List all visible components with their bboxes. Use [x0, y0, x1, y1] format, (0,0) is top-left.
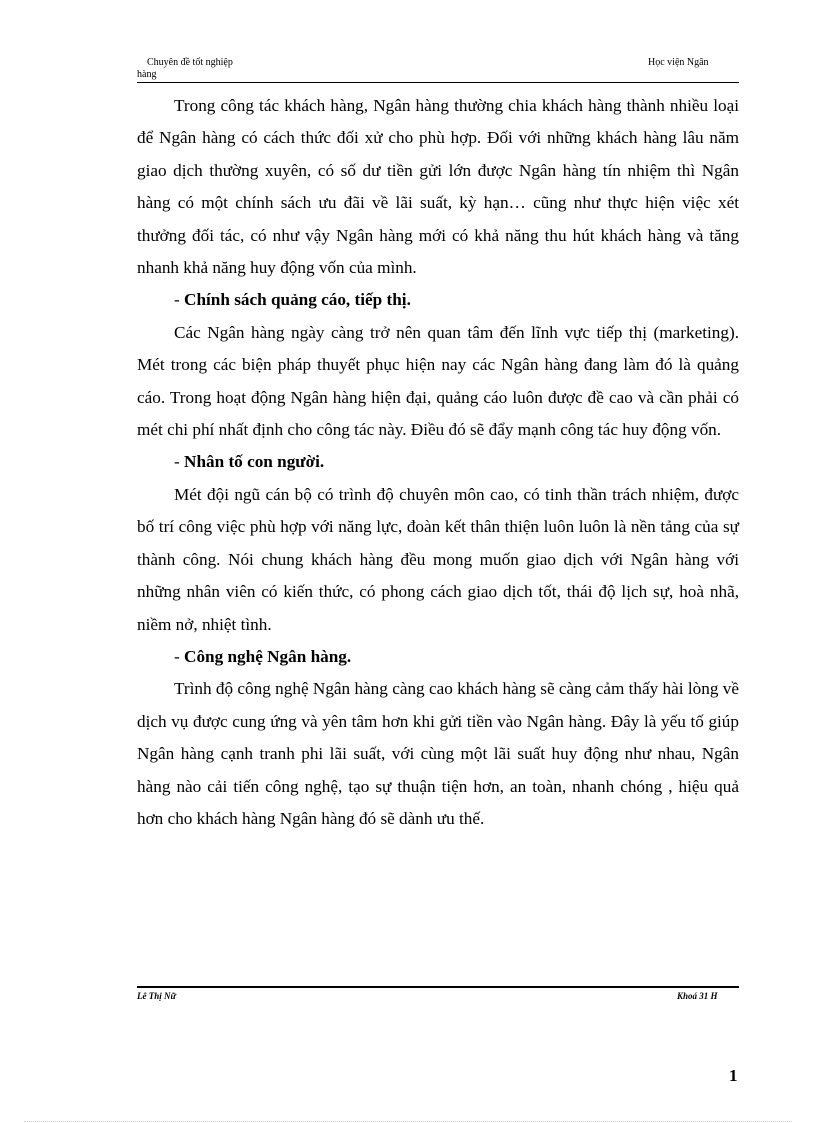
page-bottom-edge: [24, 1121, 792, 1122]
section-heading-technology: [137, 641, 739, 673]
paragraph-1: Trong công tác khách hàng, Ngân hàng thường chia khách hàng thành nhiều loại để Ngân hàng có cách thức đối xử cho phù hợp. Đối với những khách hàng lâu năm giao dịch thường xuyên, có số dư tiền gửi lớn được Ngân hàng tín nhiệm thì Ngân hàng có một chính sách ưu đãi về lãi suất, kỳ hạn… cũng như thực hiện việc xét thưởng đối tác, có như vậy Ngân hàng mới có khả năng thu hút khách hàng và tăng nhanh khả năng huy động vốn của mình.: [137, 96, 739, 278]
section-heading-human-factor: [137, 446, 739, 478]
heading-text: Chính sách quảng cáo, tiếp thị.: [184, 290, 411, 310]
heading-dash: -: [174, 646, 185, 666]
header-right: Học viện Ngân: [648, 57, 709, 68]
section-heading-marketing: [137, 284, 739, 316]
header-left-line2: hàng: [137, 69, 157, 80]
page-number: 1: [729, 1066, 738, 1085]
heading-dash: -: [174, 452, 185, 472]
paragraph-3: Mét đội ngũ cán bộ có trình độ chuyên môn cao, có tinh thần trách nhiệm, được bố trí công việc phù hợp với năng lực, đoàn kết thân thiện luôn luôn là nền tảng của sự thành công. Nói chung khách hàng đều mong muốn giao dịch với Ngân hàng với những nhân viên có kiến thức, có phong cách giao dịch tốt, thái độ lịch sự, hoà nhã, niềm nở, nhiệt tình.: [137, 484, 739, 634]
document-body: [137, 90, 739, 835]
footer-class: Khoá 31 H: [677, 991, 718, 1001]
footer-rule: [137, 986, 739, 988]
paragraph-2: Các Ngân hàng ngày càng trở nên quan tâm đến lĩnh vực tiếp thị (marketing). Mét trong các biện pháp thuyết phục hiện nay các Ngân hàng đang làm đó là quảng cáo. Trong hoạt động Ngân hàng hiện đại, quảng cáo luôn được đề cao và cần phải có mét chi phí nhất định cho công tác này. Điều đó sẽ đẩy mạnh công tác huy động vốn.: [137, 322, 739, 440]
heading-text: Nhân tố con người.: [184, 452, 325, 472]
paragraph-4: Trình độ công nghệ Ngân hàng càng cao khách hàng sẽ càng cảm thấy hài lòng về dịch vụ được cung ứng và yên tâm hơn khi gửi tiền vào Ngân hàng. Đây là yếu tố giúp Ngân hàng cạnh tranh phi lãi suất, với cùng một lãi suất huy động như nhau, Ngân hàng nào cải tiến công nghệ, tạo sự thuận tiện hơn, an toàn, nhanh chóng , hiệu quả hơn cho khách hàng Ngân hàng đó sẽ dành ưu thế.: [137, 679, 739, 828]
heading-text: Công nghệ Ngân hàng.: [184, 646, 352, 666]
footer-author: Lê Thị Nữ: [137, 991, 176, 1001]
header-left-line1: Chuyên đề tốt nghiệp: [147, 57, 233, 68]
header-left: [137, 57, 267, 81]
heading-dash: -: [174, 290, 185, 310]
header-rule: [137, 82, 739, 83]
